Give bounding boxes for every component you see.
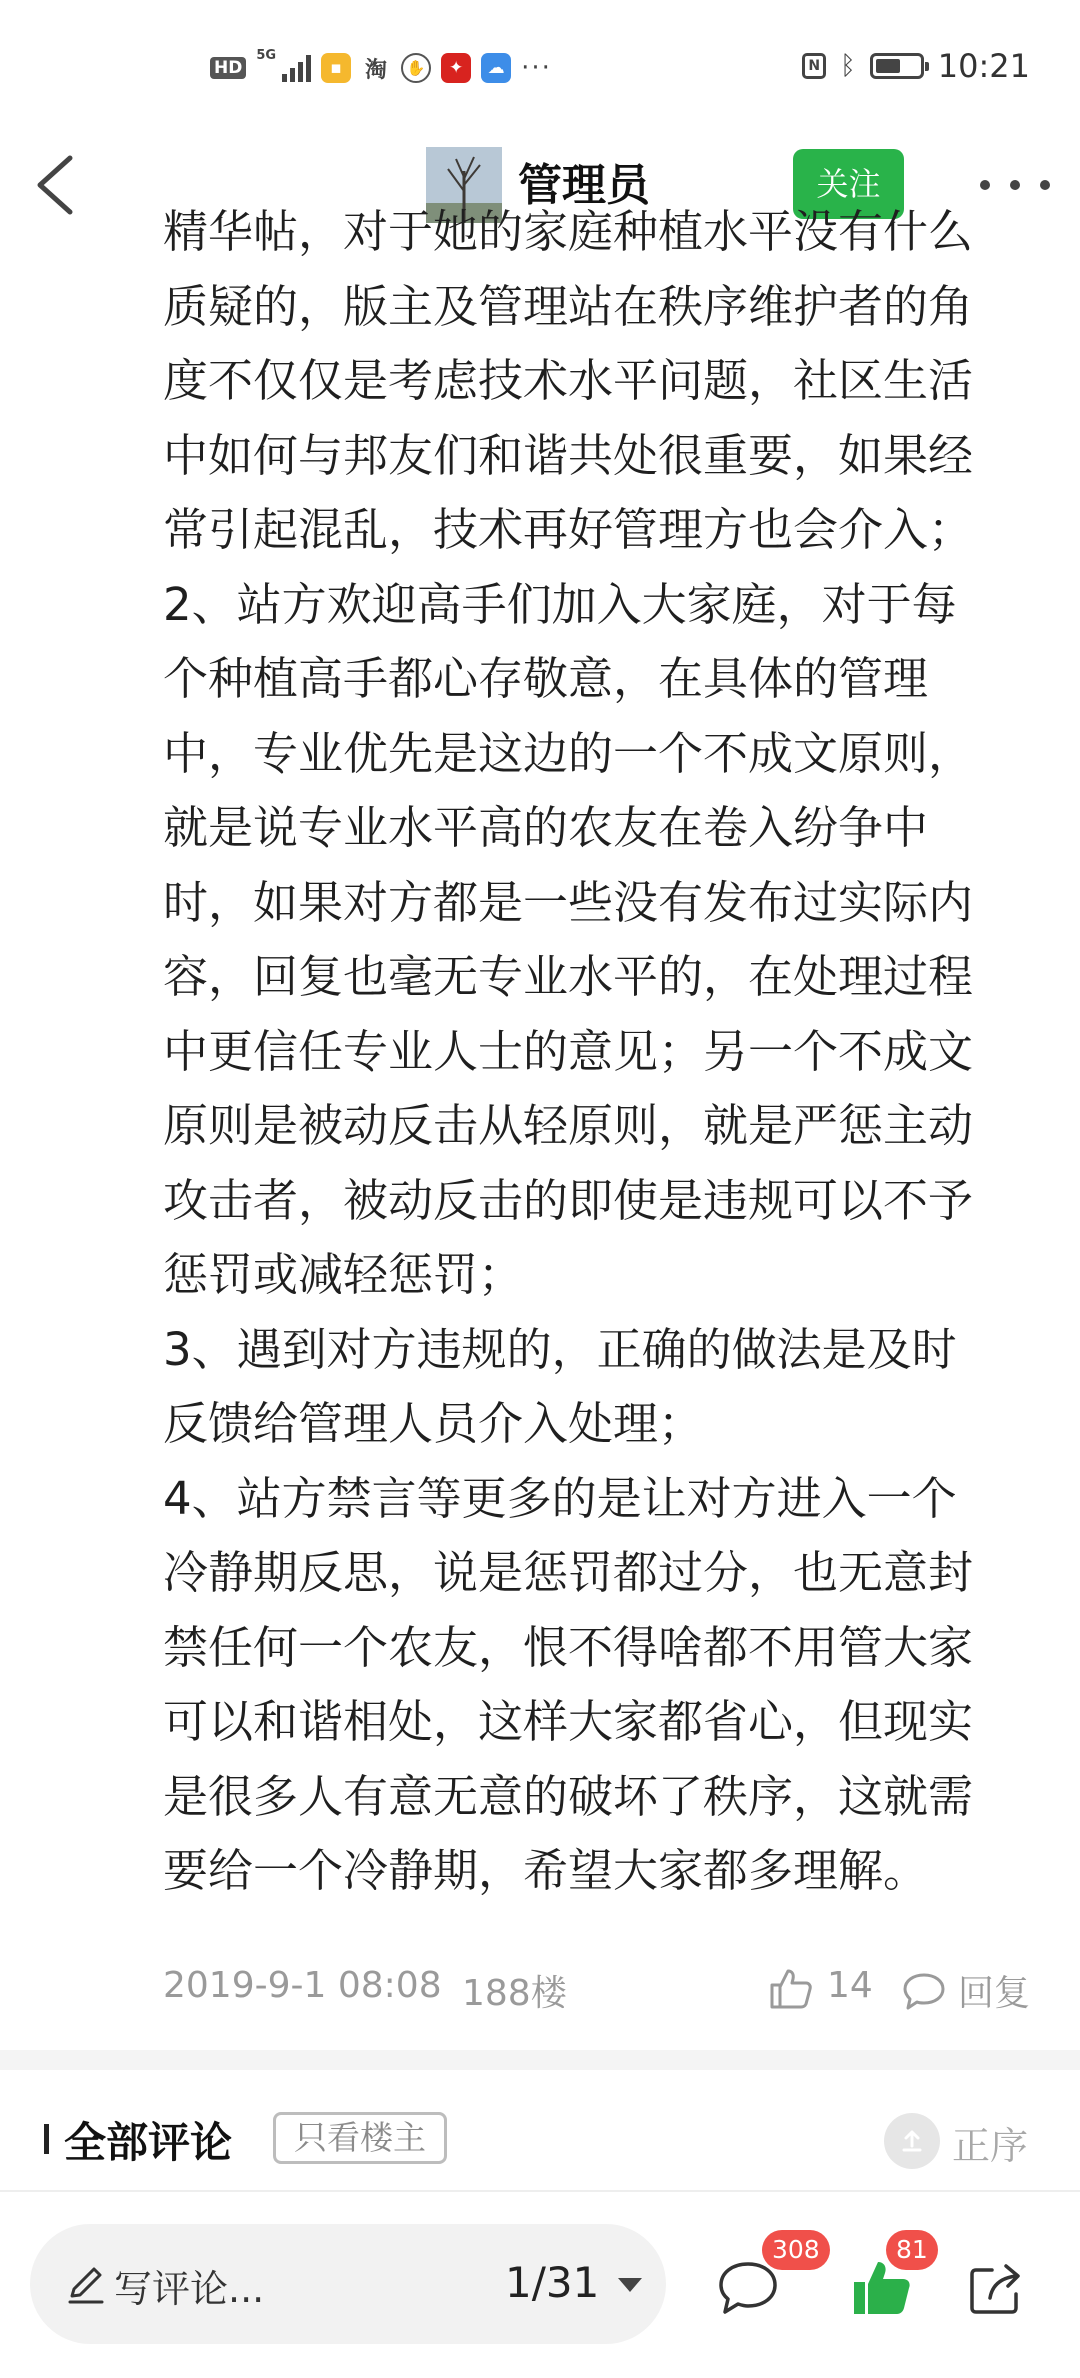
post-line: 是很多人有意无意的破坏了秩序，这就需 xyxy=(163,1769,974,1823)
post-meta xyxy=(0,1955,1080,2035)
hand-app-icon: ✋ xyxy=(401,53,431,83)
nfc-icon: N xyxy=(802,53,826,79)
post-line: 原则是被动反击从轻原则，就是严惩主动 xyxy=(163,1099,974,1152)
pencil-icon xyxy=(64,2262,108,2306)
status-left xyxy=(210,48,552,88)
page-dropdown-icon[interactable] xyxy=(618,2278,642,2292)
post-line: 质疑的，版主及管理站在秩序维护者的角 xyxy=(163,279,974,333)
post-line: 时，如果对方都是一些没有发布过实际内 xyxy=(163,875,974,929)
cloud-app-icon: ☁ xyxy=(481,53,511,83)
more-notifications-icon: ··· xyxy=(521,53,552,83)
post-floor: 188楼 xyxy=(462,1973,567,2014)
post-line: 个种植高手都心存敬意，在具体的管理 xyxy=(163,652,929,705)
section-marker xyxy=(44,2124,49,2154)
owner-only-button[interactable]: 只看楼主 xyxy=(273,2112,447,2164)
hd-icon: HD xyxy=(210,57,246,79)
post-line: 就是说专业水平高的农友在卷入纷争中 xyxy=(163,801,929,854)
bottom-bar xyxy=(0,2190,1080,2378)
comments-header xyxy=(0,2070,1080,2200)
notes-app-icon: ▪ xyxy=(321,53,351,83)
reply-button[interactable]: 回复 xyxy=(958,1973,1031,2014)
news-app-icon: ✦ xyxy=(441,53,471,83)
section-divider xyxy=(0,2050,1080,2070)
post-line: 要给一个冷静期，希望大家都多理解。 xyxy=(163,1844,929,1897)
battery-icon xyxy=(870,53,924,79)
post-line: 常引起混乱，技术再好管理方也会介入； xyxy=(163,503,974,556)
post-line: 反馈给管理人员介入处理； xyxy=(163,1397,704,1450)
post-body xyxy=(163,195,1043,1909)
post-line: 中如何与邦友们和谐共处很重要，如果经 xyxy=(163,428,974,482)
all-comments-title: 全部评论 xyxy=(64,2118,233,2167)
follow-button[interactable]: 关注 xyxy=(793,149,904,219)
post-line: 惩罚或减轻惩罚； xyxy=(163,1248,524,1301)
post-line: 精华帖，对于她的家庭种植水平没有什么 xyxy=(163,205,974,258)
post-line: 冷静期反思，说是惩罚都过分，也无意封 xyxy=(163,1546,974,1599)
post-line: 容，回复也毫无专业水平的，在处理过程 xyxy=(163,950,974,1003)
author-name[interactable]: 管理员 xyxy=(518,160,650,211)
like-count-badge: 81 xyxy=(886,2230,938,2270)
post-content xyxy=(0,205,1080,2040)
post-line: 攻击者，被动反击的即使是违规可以不予 xyxy=(163,1173,974,1227)
post-line: 2、站方欢迎高手们加入大家庭，对于每 xyxy=(163,577,957,631)
post-line: 3、遇到对方违规的，正确的做法是及时 xyxy=(163,1322,957,1376)
post-line: 中更信任专业人士的意见；另一个不成文 xyxy=(163,1024,974,1078)
post-line: 中，专业优先是这边的一个不成文原则， xyxy=(163,726,974,780)
sort-order-button[interactable]: 正序 xyxy=(952,2124,1029,2168)
status-bar xyxy=(0,0,1080,130)
clock: 10:21 xyxy=(937,47,1030,85)
share-icon[interactable] xyxy=(966,2258,1030,2318)
sort-arrow-icon xyxy=(897,2126,927,2156)
back-button[interactable] xyxy=(30,152,90,218)
post-line: 度不仅仅是考虑技术水平问题，社区生活 xyxy=(163,354,974,407)
page-indicator[interactable]: 1/31 xyxy=(505,2258,600,2307)
write-comment-placeholder[interactable]: 写评论... xyxy=(114,2267,265,2311)
5g-label: 5G xyxy=(256,48,277,63)
signal-icon xyxy=(282,54,311,82)
post-line: 禁任何一个农友，恨不得啥都不用管大家 xyxy=(163,1620,974,1674)
comment-count-badge: 308 xyxy=(762,2230,830,2270)
back-arrow-icon xyxy=(30,152,90,218)
comment-icon[interactable] xyxy=(716,2258,780,2318)
sort-order-icon[interactable] xyxy=(884,2113,940,2169)
thumbs-up-icon[interactable] xyxy=(768,1965,814,2011)
taobao-icon: 淘 xyxy=(361,53,391,83)
post-line: 4、站方禁言等更多的是让对方进入一个 xyxy=(163,1471,957,1525)
bluetooth-icon: ᛒ xyxy=(840,51,856,81)
like-count[interactable]: 14 xyxy=(827,1965,873,2006)
reply-bubble-icon[interactable] xyxy=(902,1971,946,2011)
status-right xyxy=(802,46,1030,86)
post-line: 可以和谐相处，这样大家都省心，但现实 xyxy=(163,1695,974,1748)
write-comment-box[interactable] xyxy=(30,2224,666,2344)
post-date: 2019-9-1 08:08 xyxy=(163,1965,442,2006)
